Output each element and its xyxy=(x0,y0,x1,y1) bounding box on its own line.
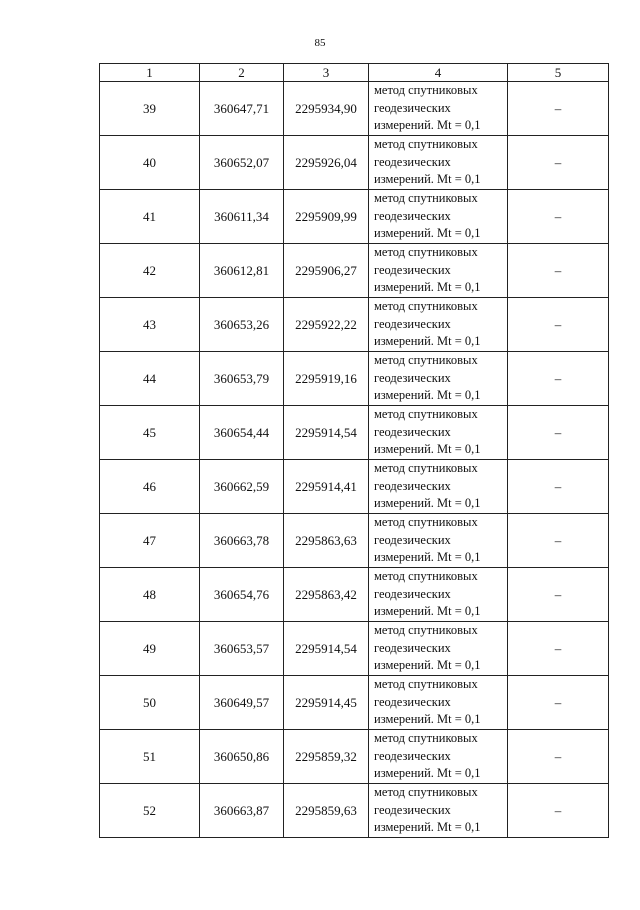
method-cell xyxy=(369,352,508,406)
method-text-line: измерений. Mt = 0,1 xyxy=(374,442,481,457)
point-number-cell: 47 xyxy=(100,514,200,568)
coordinates-table xyxy=(99,63,609,838)
table-row xyxy=(100,136,609,190)
method-text-line: измерений. Mt = 0,1 xyxy=(374,820,481,835)
point-number-cell: 39 xyxy=(100,82,200,136)
y-coordinate-cell: 2295926,04 xyxy=(284,136,369,190)
method-cell xyxy=(369,136,508,190)
method-text-line: геодезических xyxy=(374,100,451,115)
x-coordinate-cell: 360653,26 xyxy=(200,298,284,352)
note-cell: – xyxy=(508,244,609,298)
table-row xyxy=(100,244,609,298)
note-cell: – xyxy=(508,352,609,406)
table-body xyxy=(100,82,609,838)
y-coordinate-cell: 2295914,45 xyxy=(284,676,369,730)
method-text-line: метод спутниковых xyxy=(374,623,478,638)
x-coordinate-cell: 360652,07 xyxy=(200,136,284,190)
method-text-line: измерений. Mt = 0,1 xyxy=(374,496,481,511)
method-cell xyxy=(369,784,508,838)
method-cell xyxy=(369,460,508,514)
method-text-line: метод спутниковых xyxy=(374,515,478,530)
method-text-line: геодезических xyxy=(374,640,451,655)
table-row xyxy=(100,82,609,136)
table-row xyxy=(100,676,609,730)
point-number-cell: 50 xyxy=(100,676,200,730)
method-cell xyxy=(369,676,508,730)
y-coordinate-cell: 2295914,41 xyxy=(284,460,369,514)
x-coordinate-cell: 360663,78 xyxy=(200,514,284,568)
x-coordinate-cell: 360653,57 xyxy=(200,622,284,676)
method-cell xyxy=(369,190,508,244)
header-col-4: 4 xyxy=(369,64,508,82)
y-coordinate-cell: 2295906,27 xyxy=(284,244,369,298)
method-text-line: геодезических xyxy=(374,316,451,331)
method-text-line: геодезических xyxy=(374,478,451,493)
point-number-cell: 46 xyxy=(100,460,200,514)
x-coordinate-cell: 360611,34 xyxy=(200,190,284,244)
method-text-line: метод спутниковых xyxy=(374,731,478,746)
y-coordinate-cell: 2295919,16 xyxy=(284,352,369,406)
method-text-line: геодезических xyxy=(374,532,451,547)
point-number-cell: 41 xyxy=(100,190,200,244)
x-coordinate-cell: 360654,76 xyxy=(200,568,284,622)
page-number: 85 xyxy=(314,37,326,49)
table-row xyxy=(100,298,609,352)
method-text-line: измерений. Mt = 0,1 xyxy=(374,226,481,241)
header-col-1: 1 xyxy=(100,64,200,82)
x-coordinate-cell: 360649,57 xyxy=(200,676,284,730)
y-coordinate-cell: 2295909,99 xyxy=(284,190,369,244)
note-cell: – xyxy=(508,460,609,514)
method-text-line: метод спутниковых xyxy=(374,83,478,98)
header-col-2: 2 xyxy=(200,64,284,82)
method-text-line: геодезических xyxy=(374,208,451,223)
y-coordinate-cell: 2295863,63 xyxy=(284,514,369,568)
method-cell xyxy=(369,514,508,568)
method-text-line: геодезических xyxy=(374,370,451,385)
table-row xyxy=(100,568,609,622)
table-row xyxy=(100,622,609,676)
method-cell xyxy=(369,82,508,136)
x-coordinate-cell: 360662,59 xyxy=(200,460,284,514)
method-text-line: измерений. Mt = 0,1 xyxy=(374,712,481,727)
method-text-line: измерений. Mt = 0,1 xyxy=(374,172,481,187)
note-cell: – xyxy=(508,676,609,730)
note-cell: – xyxy=(508,622,609,676)
x-coordinate-cell: 360654,44 xyxy=(200,406,284,460)
x-coordinate-cell: 360663,87 xyxy=(200,784,284,838)
table-row xyxy=(100,730,609,784)
table-row xyxy=(100,460,609,514)
method-text-line: геодезических xyxy=(374,154,451,169)
method-text-line: измерений. Mt = 0,1 xyxy=(374,388,481,403)
method-cell xyxy=(369,622,508,676)
point-number-cell: 42 xyxy=(100,244,200,298)
table-row xyxy=(100,352,609,406)
note-cell: – xyxy=(508,298,609,352)
method-text-line: геодезических xyxy=(374,802,451,817)
point-number-cell: 49 xyxy=(100,622,200,676)
method-text-line: геодезических xyxy=(374,694,451,709)
header-row xyxy=(100,64,609,82)
point-number-cell: 40 xyxy=(100,136,200,190)
method-cell xyxy=(369,244,508,298)
table-row xyxy=(100,784,609,838)
method-cell xyxy=(369,730,508,784)
table-row xyxy=(100,514,609,568)
note-cell: – xyxy=(508,190,609,244)
method-text-line: метод спутниковых xyxy=(374,407,478,422)
x-coordinate-cell: 360647,71 xyxy=(200,82,284,136)
y-coordinate-cell: 2295922,22 xyxy=(284,298,369,352)
point-number-cell: 45 xyxy=(100,406,200,460)
method-cell xyxy=(369,406,508,460)
table-row xyxy=(100,190,609,244)
method-text-line: метод спутниковых xyxy=(374,245,478,260)
method-text-line: геодезических xyxy=(374,424,451,439)
method-text-line: метод спутниковых xyxy=(374,137,478,152)
method-text-line: геодезических xyxy=(374,586,451,601)
y-coordinate-cell: 2295914,54 xyxy=(284,406,369,460)
method-text-line: измерений. Mt = 0,1 xyxy=(374,280,481,295)
note-cell: – xyxy=(508,514,609,568)
method-text-line: измерений. Mt = 0,1 xyxy=(374,658,481,673)
method-text-line: измерений. Mt = 0,1 xyxy=(374,334,481,349)
method-text-line: метод спутниковых xyxy=(374,299,478,314)
table-header xyxy=(100,64,609,82)
note-cell: – xyxy=(508,82,609,136)
method-cell xyxy=(369,568,508,622)
method-text-line: измерений. Mt = 0,1 xyxy=(374,604,481,619)
header-col-5: 5 xyxy=(508,64,609,82)
method-text-line: метод спутниковых xyxy=(374,353,478,368)
x-coordinate-cell: 360650,86 xyxy=(200,730,284,784)
method-text-line: метод спутниковых xyxy=(374,191,478,206)
y-coordinate-cell: 2295859,63 xyxy=(284,784,369,838)
header-col-3: 3 xyxy=(284,64,369,82)
point-number-cell: 43 xyxy=(100,298,200,352)
note-cell: – xyxy=(508,730,609,784)
y-coordinate-cell: 2295859,32 xyxy=(284,730,369,784)
method-text-line: метод спутниковых xyxy=(374,677,478,692)
note-cell: – xyxy=(508,406,609,460)
method-text-line: измерений. Mt = 0,1 xyxy=(374,550,481,565)
method-text-line: геодезических xyxy=(374,262,451,277)
point-number-cell: 48 xyxy=(100,568,200,622)
y-coordinate-cell: 2295914,54 xyxy=(284,622,369,676)
x-coordinate-cell: 360612,81 xyxy=(200,244,284,298)
point-number-cell: 52 xyxy=(100,784,200,838)
method-cell xyxy=(369,298,508,352)
table-row xyxy=(100,406,609,460)
note-cell: – xyxy=(508,784,609,838)
x-coordinate-cell: 360653,79 xyxy=(200,352,284,406)
point-number-cell: 51 xyxy=(100,730,200,784)
method-text-line: метод спутниковых xyxy=(374,461,478,476)
y-coordinate-cell: 2295863,42 xyxy=(284,568,369,622)
note-cell: – xyxy=(508,568,609,622)
method-text-line: измерений. Mt = 0,1 xyxy=(374,766,481,781)
method-text-line: метод спутниковых xyxy=(374,569,478,584)
y-coordinate-cell: 2295934,90 xyxy=(284,82,369,136)
note-cell: – xyxy=(508,136,609,190)
method-text-line: метод спутниковых xyxy=(374,785,478,800)
method-text-line: геодезических xyxy=(374,748,451,763)
point-number-cell: 44 xyxy=(100,352,200,406)
method-text-line: измерений. Mt = 0,1 xyxy=(374,118,481,133)
